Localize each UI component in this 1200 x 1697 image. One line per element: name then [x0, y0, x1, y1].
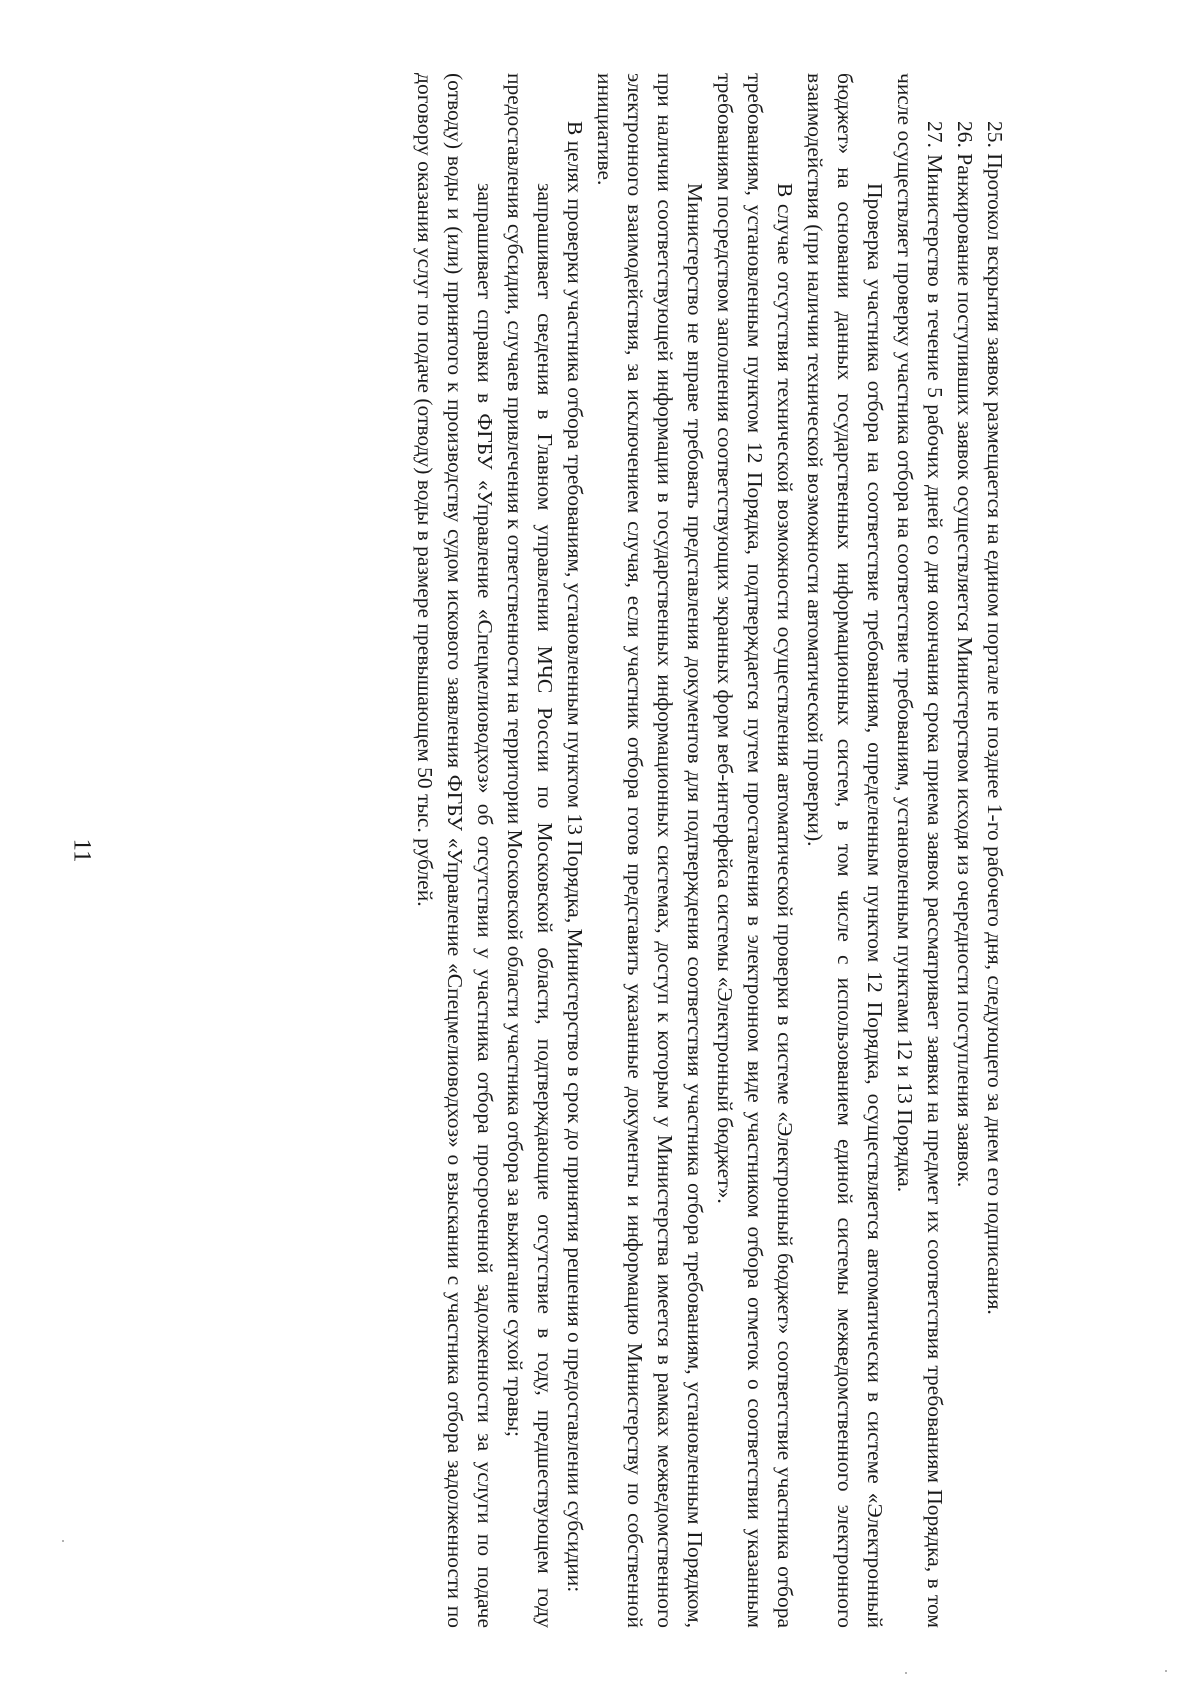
- paragraph-check-requirements: Проверка участника отбора на соответствие требованиям, определенным пунктом 12 Порядка, осуществляется автоматически в системе «Электронный бюджет» на основании данных государственных информационных систем, в том числе с использованием единой системы межведомственного электронного взаимодействия (при наличии технической возможности автоматической проверки).: [803, 73, 887, 1628]
- scan-speck: [1165, 1670, 1167, 1672]
- paragraph-request-fgbu: запрашивает справки в ФГБУ «Управление «Спецмелиоводхоз» об отсутствии у участника отбора просроченной задолженности за услуги по подаче (отводу) воды и (или) принятого к производству судом искового заявления ФГБУ «Управление «Спецмелиоводхоз» о взыскании с участника отбора задолженности по договору оказания услуг по подаче (отводу) воды в размере превышающем 50 тыс. рублей.: [413, 73, 497, 1628]
- paragraph-26: 26. Ранжирование поступивших заявок осуществляется Министерством исходя из очередности поступления заявок.: [953, 121, 977, 1188]
- document-body: [125, 73, 1010, 1628]
- scan-speck: [62, 1540, 64, 1542]
- paragraph-request-mchs: запрашивает сведения в Главном управлении МЧС России по Московской области, подтверждающие отсутствие в году, предшествующем году предоставления субсидии, случаев привлечения к ответственности на территории Московской области участника отбора за выжигание сухой травы;: [503, 73, 557, 1628]
- paragraph-ministry-not-entitled: Министерство не вправе требовать представления документов для подтверждения соответствия участника отбора требованиям, установленным Порядком, при наличии соответствующей информации в государственных информационных системах, доступ к которым у Министерства имеется в рамках межведомственного электронного взаимодействия, за исключением случая, если участник отбора готов представить указанные документы и информацию Министерству по собственной инициативе.: [593, 73, 707, 1628]
- paragraph-25: 25. Протокол вскрытия заявок размещается на едином портале не позднее 1-го рабочего дня, следующего за днем его подписания.: [983, 121, 1007, 1315]
- paragraph-27: 27. Министерство в течение 5 рабочих дней со дня окончания срока приема заявок рассматривает заявки на предмет их соответствия требованиям Порядка, в том числе осуществляет проверку участника отбора на соответствие требованиям, установленным пунктами 12 и 13 Порядка.: [893, 73, 947, 1628]
- paragraph-no-technical-possibility: В случае отсутствия технической возможности осуществления автоматической проверки в системе «Электронный бюджет» соответствие участника отбора требованиям, установленным пунктом 12 Порядка, подтверждается путем проставления в электронном виде участником отбора отметок о соответствии указанным требованиям посредством заполнения соответствующих экранных форм веб-интерфейса системы «Электронный бюджет».: [713, 73, 797, 1628]
- page-number: 11: [68, 838, 96, 863]
- scan-speck: [905, 1672, 907, 1674]
- paragraph-check-point-13: В целях проверки участника отбора требованиям, установленным пунктом 13 Порядка, Министерство в срок до принятия решения о предоставлении субсидии:: [563, 121, 587, 1593]
